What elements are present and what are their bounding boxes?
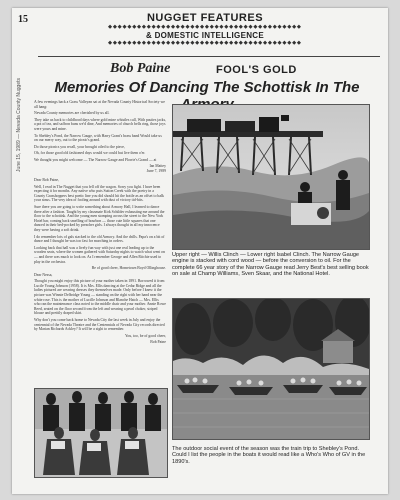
paragraph: Sure there you are going to write something about Armory Hall, I learned to dance there after a fashion. Taught by my classmate Kirk Schilder exhausting me around the floor to the schottisk. And the young men stomping across the street to the New York Hotel bar, coming back smelling of bourbon — those cute little squares that one danced in their bed-pocked by preacher girls. I always thought in all my innocence they were having a soft drink. — [34, 204, 165, 232]
signature-name: Ian Mattey — [149, 164, 166, 168]
paragraph: You, too, be of good cheer, — [124, 333, 166, 338]
paragraph: They take us back to childhood days where gold mine whistles call, With pasties jacks, a pot of tea, and saffron buns we'd dine, And memories of church bells ring, those joys were yours and mine. — [34, 117, 166, 131]
pond-boats-photo — [172, 298, 370, 440]
paragraph: Oh, for those good old fashioned days would we could but live them o'er. — [34, 151, 146, 156]
diamond-rule-top: ◆◆◆◆◆◆◆◆◆◆◆◆◆◆◆◆◆◆◆◆◆◆◆◆◆◆◆◆◆◆◆◆◆◆◆◆◆◆◆◆ — [108, 24, 302, 30]
letters-column — [34, 178, 166, 368]
paragraph: Do those picnics you recall, your brought oiled to the piece, — [34, 144, 125, 149]
caption-train: Upper right — Willis Clinch — Lower right Isabel Clinch. The Narrow Gauge engine is stacked with cord wood — before the conversion to oil. For the complete 66 year story of the Narrow Gauge read Jerry Best's best selling book on sale at Champ Williams, Sven Skaar, and the National Hotel. — [172, 252, 369, 278]
paragraph: Nevada County memories are cherished by us all. — [34, 111, 110, 116]
column-name: FOOL'S GOLD — [216, 64, 297, 76]
train-trestle-photo — [172, 104, 370, 250]
newspaper-page — [12, 8, 388, 494]
author-byline: Bob Paine — [110, 61, 171, 76]
signature-bob: Bob Paine — [150, 340, 166, 345]
paragraph: I do remember lots of gals stacked to the old Armory. And the drills. Papa's on a bit of dance and I thought he was too fast for marching in orders. — [34, 234, 165, 244]
dance-group-photo — [34, 388, 168, 478]
caption-pond: The outdoor social event of the season was the train trip to Shebley's Pond. Could I list the people in the boats it would read like a Who's Who of GV in the 1890's. — [172, 446, 366, 465]
paragraph: Dear Bob Paine, — [34, 178, 59, 182]
paragraph: A few evenings back a Grass Valleyan sat at the Nevada County Historical Society we all hang: — [34, 100, 165, 109]
paragraph: To Shebley's Pond, the Narrow Gauge, with Harry Grant's brass band Would take us on our merry way, out to the picnic's grand. — [34, 133, 162, 143]
dance-group-image — [35, 389, 167, 477]
paragraph: Looking back that hall was a lively fun way with just one real leading up to the wooden seats, where the women gathered with Saturday nights to watch what went on — and there was much to look on. As I remember George and Allen Ritchie used to play in the orchestra. — [34, 245, 165, 264]
diamond-rule-bottom: ◆◆◆◆◆◆◆◆◆◆◆◆◆◆◆◆◆◆◆◆◆◆◆◆◆◆◆◆◆◆◆◆◆◆◆◆◆◆◆◆ — [108, 40, 302, 46]
section-subtitle: & DOMESTIC INTELLIGENCE — [145, 31, 264, 40]
train-trestle-image — [173, 105, 369, 249]
signature-ian — [34, 164, 166, 176]
paragraph: Thought you might enjoy this picture of your mother taken in 1891. Borrowed it from Lucile Young Johnson (1958). It is Mrs. Ellis dancing at the Cedar Ridge and all the ladies pictured are wearing dresses they themselves made. Only before I knew it the picture was Winnie Delbridge Young — standing on the right with her hand near the white rose. This is the mother of Lucille Johnson and Blanche Hatch — Mrs. Ellis who ran the maintenance class noted to the middle chair and your mother. Annie Rowe Reed, seated on the floor second from the left and wearing a pearl choker, striped blouse and prettily draped skirt. — [34, 279, 166, 316]
signature-date: June 7, 1989 — [146, 168, 166, 173]
header-rule — [38, 56, 380, 57]
paragraph: Be of good cheer, Hometown Boyd Ollinghouse. — [91, 266, 166, 271]
article-intro — [34, 100, 166, 162]
paragraph: Dear Nessa, — [34, 272, 53, 277]
side-dateline: June 15, 1989 — Nevada County Nuggets — [16, 78, 22, 172]
paragraph: Why don't you come back home to Nevada City the last week in July and enjoy the centennial of the Nevada Theatre and the Centennials of Nevada City records directed by Marian Richards Ackley? It will be a sight to remember. — [34, 318, 165, 332]
page-number: 15 — [18, 14, 28, 25]
section-title: NUGGET FEATURES — [146, 12, 264, 24]
article-title: Memories Of Dancing The Schottisk In The — [54, 79, 360, 96]
section-header — [80, 12, 330, 46]
pond-boats-image — [173, 299, 369, 439]
paragraph: Well, I read in The Nugget that you fell off the wagon. Sorry you fight. I have been expecting it for months. Any native who puts Sutton Creek with the poetry in a County Grasshoppers best poetic line you did should hit the bottle as an offset to balk your sinus. The very idea of fooling around with dust of victory tid-bits. — [34, 184, 164, 203]
paragraph: We thought you might welcome — The Narrow Gauge and Florrie's Grand — at — [34, 157, 157, 162]
